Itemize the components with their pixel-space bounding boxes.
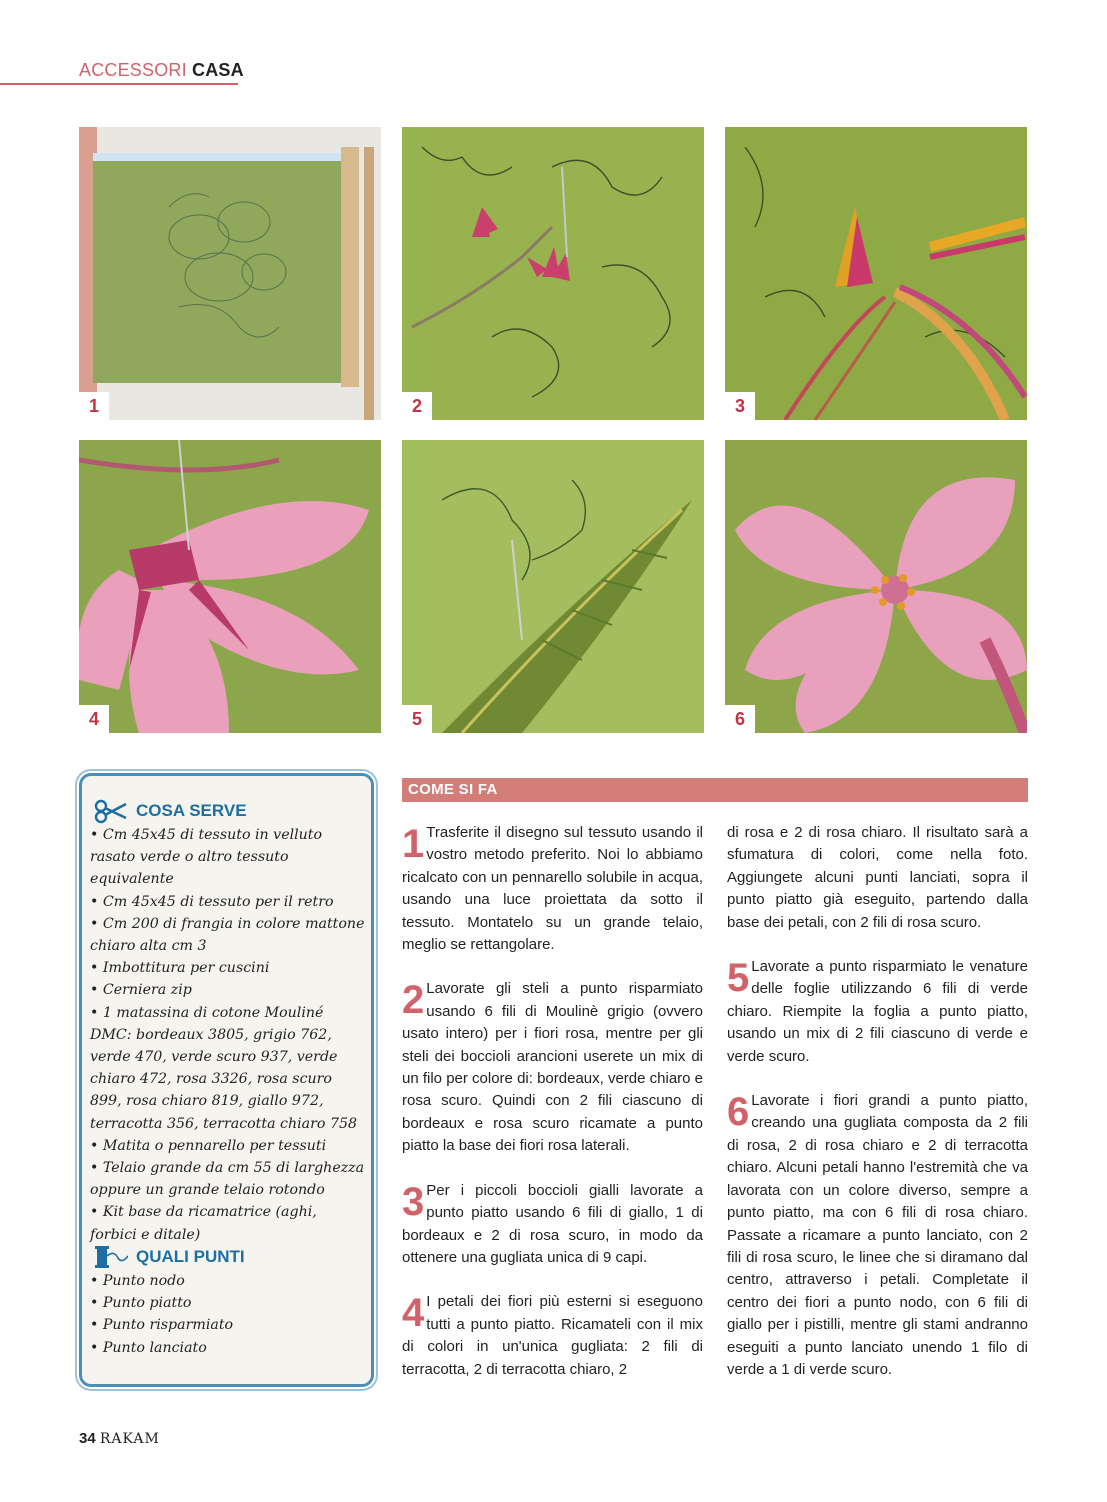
list-item: • Punto lanciato [90,1339,207,1356]
stitches-heading [94,1244,245,1270]
photo-number: 3 [725,392,755,420]
list-item: • Cm 45x45 di tessuto in velluto rasato verde o altro tessuto equivalente [90,827,323,888]
list-item: • Cm 200 di frangia in colore mattone chiaro alta cm 3 [90,915,365,955]
step-paragraph [402,978,703,1157]
stitches-title: QUALI PUNTI [136,1247,245,1266]
photo-step-4 [79,440,381,733]
instructions-bar [402,778,1028,802]
instructions-column-1 [402,822,703,1403]
photo-step-3 [725,127,1027,420]
page-number: 34 [79,1430,96,1447]
step-number: 5 [727,956,750,1001]
step-number: 1 [402,822,425,866]
list-item: • Imbottitura per cuscini [90,960,270,977]
scissors-icon [94,798,128,824]
step-number: 2 [402,978,425,1023]
header-rule [0,83,238,85]
materials-list [90,824,365,1246]
step-text: di rosa e 2 di rosa chiaro. Il risultato sarà a sfumatura di colori, come nella foto. Aggiungete alcuni punti lanciati, sopra il punto piatto già eseguito, partendo dalla base dei petali, con 2 fili di rosa scuro. [727,824,1028,931]
step-paragraph [402,1291,703,1381]
materials-title: COSA SERVE [136,801,247,820]
magazine-name: RAKAM [99,1431,160,1447]
step-number: 6 [727,1090,750,1135]
list-item: • Cerniera zip [90,982,192,999]
step-text: Lavorate gli steli a punto risparmiato usando 6 fili di Moulinè grigio (ovvero usato intero) per i fiori rosa, mentre per gli steli dei boccioli arancioni userete un mix di un filo per colore di: bordeaux, verde chiaro e rosa scuro. Quindi con 2 fili ciascuno di bordeaux e rosa scuro ricamate a punto piatto la base dei fiori rosa laterali. [402,980,704,1155]
step-text: Lavorate i fiori grandi a punto piatto, creando una gugliata composta da 2 fili di rosa, 2 di rosa chiaro e 2 di terracotta chiaro. Alcuni petali hanno l'estremità che va lavorata con un colore diverso, sempre a punto piatto, ma con 6 fili di rosa chiaro. Passate a ricamare a punto lanciato, con 2 fili di rosa scuro, le linee che si diramano dal centro, attraverso i petali. Completate il centro dei fiori a punto nodo, con 6 fili di giallo per i pistilli, mentre gli stami andranno eseguiti a punto lanciato unendo 1 filo di verde a 1 di verde scuro. [727,1092,1028,1378]
step-number: 4 [402,1291,425,1336]
step-text: Per i piccoli boccioli gialli lavorate a punto piatto usando 6 fili di giallo, 1 di bordeaux e 2 di rosa scuro, in modo da ottenere una gugliata unica di 9 capi. [402,1181,703,1266]
list-item: • 1 matassina di cotone Mouliné DMC: bordeaux 3805, grigio 762, verde 470, verde scuro 937, verde chiaro 472, rosa 3326, rosa scuro 899, rosa chiaro 819, giallo 972, terracotta 356, terracotta chiaro 758 [90,1004,358,1132]
step-text: Lavorate a punto risparmiato le venature delle foglie utilizzando 6 fili di verde chiaro. Riempite la foglia a punto piatto, usando un mix di 2 fili ciascuno di verde e verde scuro. [727,958,1028,1065]
photo-step-1 [79,127,381,420]
thread-spool-icon [94,1244,128,1270]
step-paragraph [727,1090,1028,1381]
list-item: • Punto piatto [90,1295,192,1312]
step-text: I petali dei fiori più esterni si eseguono tutti a punto piatto. Ricamateli con il mix di colori in un'unica gugliata: 2 fili di terracotta, 2 di terracotta chiaro, 2 [402,1293,703,1378]
list-item: • Punto nodo [90,1273,185,1289]
section-label: ACCESSORI [79,60,187,80]
step-text: Trasferite il disegno sul tessuto usando il vostro metodo preferito. Noi lo abbiamo ricalcato con un pennarello solubile in acqua, usando una luce proiettata da sotto il tessuto. Montatelo su un grande telaio, meglio se rettangolare. [402,824,703,954]
list-item: • Telaio grande da cm 55 di larghezza oppure un grande telaio rotondo [90,1160,365,1199]
list-item: • Cm 45x45 di tessuto per il retro [90,893,334,910]
photo-step-5 [402,440,704,733]
photo-number: 2 [402,392,432,420]
list-item: • Matita o pennarello per tessuti [90,1137,327,1154]
step-paragraph [727,822,1028,934]
step-paragraph [402,822,703,956]
photo-number: 1 [79,392,109,420]
photo-number: 6 [725,705,755,733]
photo-step-2 [402,127,704,420]
category-label: CASA [192,60,244,80]
photo-number: 4 [79,705,109,733]
step-paragraph [402,1180,703,1270]
page-footer [79,1430,160,1447]
step-number: 3 [402,1179,425,1224]
photo-step-6 [725,440,1027,733]
section-header [79,60,244,81]
step-paragraph [727,956,1028,1068]
materials-heading [94,798,247,824]
instructions-title: COME SI FA [408,781,498,798]
list-item: • Kit base da ricamatrice (aghi, forbici e ditale) [90,1204,317,1243]
photo-number: 5 [402,705,432,733]
materials-box [79,773,374,1387]
stitches-list [90,1270,365,1359]
list-item: • Punto risparmiato [90,1317,234,1334]
instructions-column-2 [727,822,1028,1403]
